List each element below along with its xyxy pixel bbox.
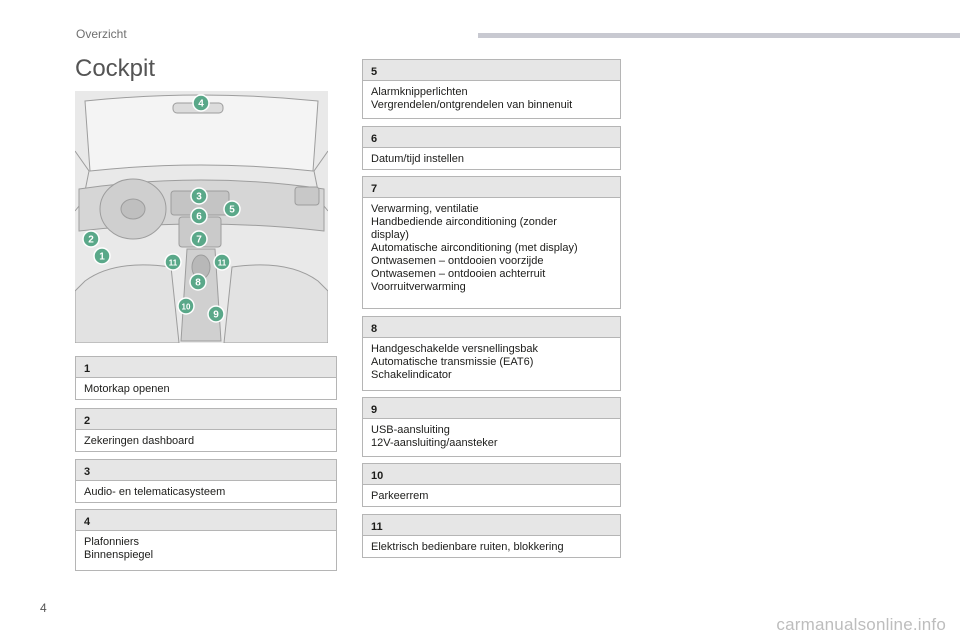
callout-5 (362, 59, 621, 119)
marker-2 (83, 231, 99, 247)
marker-9 (208, 306, 224, 322)
callout-line: Datum/tijd instellen (371, 153, 464, 165)
marker-label: 5 (229, 204, 235, 216)
callout-number: 10 (363, 464, 620, 485)
callout-line: Elektrisch bedienbare ruiten, blokkering (371, 541, 564, 553)
callout-1 (75, 356, 337, 400)
callout-number: 1 (76, 357, 336, 378)
marker-label: 10 (181, 302, 191, 312)
callout-4 (75, 509, 337, 571)
marker-label: 7 (196, 234, 202, 246)
callout-line: Automatische airconditioning (met display) (371, 242, 578, 254)
marker-label: 4 (198, 98, 204, 110)
callout-line: Ontwasemen – ontdooien voorzijde (371, 255, 544, 267)
callout-line: Ontwasemen – ontdooien achterruit (371, 268, 546, 280)
marker-label: 6 (196, 211, 202, 223)
callout-number: 4 (76, 510, 336, 531)
callout-number: 11 (363, 515, 620, 536)
callout-number: 9 (363, 398, 620, 419)
callout-line: Parkeerrem (371, 490, 429, 502)
callout-6 (362, 126, 621, 170)
callout-number: 3 (76, 460, 336, 481)
marker-6 (191, 208, 207, 224)
marker-4 (193, 95, 209, 111)
callout-10 (362, 463, 621, 507)
callout-3 (75, 459, 337, 503)
cockpit-illustration (75, 91, 328, 343)
callout-7 (362, 176, 621, 309)
callout-number: 5 (363, 60, 620, 81)
page-title: Cockpit (75, 55, 156, 82)
marker-label: 3 (196, 191, 202, 203)
marker-11 (214, 254, 230, 270)
callout-line: display) (371, 229, 409, 241)
header-rule (478, 33, 960, 38)
callout-8 (362, 316, 621, 391)
marker-label: 8 (195, 277, 201, 289)
callout-line: Schakelindicator (371, 369, 452, 381)
callout-line: 12V-aansluiting/aansteker (371, 437, 498, 449)
callout-line: Binnenspiegel (84, 549, 154, 561)
callout-line: Handbediende airconditioning (zonder (371, 216, 557, 228)
marker-5 (224, 201, 240, 217)
callout-line: Motorkap openen (84, 383, 170, 395)
callout-line: Handgeschakelde versnellingsbak (371, 343, 538, 355)
callout-11 (362, 514, 621, 558)
callout-9 (362, 397, 621, 457)
marker-8 (190, 274, 206, 290)
callout-line: Plafonniers (84, 536, 140, 548)
callout-number: 2 (76, 409, 336, 430)
callout-line: Voorruitverwarming (371, 281, 466, 293)
marker-label: 1 (99, 251, 105, 263)
marker-1 (94, 248, 110, 264)
callout-line: Vergrendelen/ontgrendelen van binnenuit (371, 99, 573, 111)
watermark: carmanualsonline.info (776, 615, 946, 634)
marker-3 (191, 188, 207, 204)
cockpit-drawing (75, 91, 328, 343)
marker-label: 9 (213, 309, 219, 321)
marker-label: 11 (168, 258, 178, 268)
callout-line: USB-aansluiting (371, 424, 450, 436)
callout-line: Verwarming, ventilatie (371, 203, 479, 215)
callout-line: Alarmknipperlichten (371, 86, 468, 98)
callout-number: 6 (363, 127, 620, 148)
marker-7 (191, 231, 207, 247)
callout-line: Zekeringen dashboard (84, 435, 195, 447)
marker-10 (178, 298, 194, 314)
callout-number: 8 (363, 317, 620, 338)
callout-number: 7 (363, 177, 620, 198)
marker-label: 11 (217, 258, 227, 268)
marker-label: 2 (88, 234, 94, 246)
marker-11 (165, 254, 181, 270)
section-header: Overzicht (76, 27, 127, 41)
callout-2 (75, 408, 337, 452)
callout-line: Automatische transmissie (EAT6) (371, 356, 534, 368)
page-number: 4 (40, 601, 47, 615)
callout-line: Audio- en telematicasysteem (84, 486, 226, 498)
